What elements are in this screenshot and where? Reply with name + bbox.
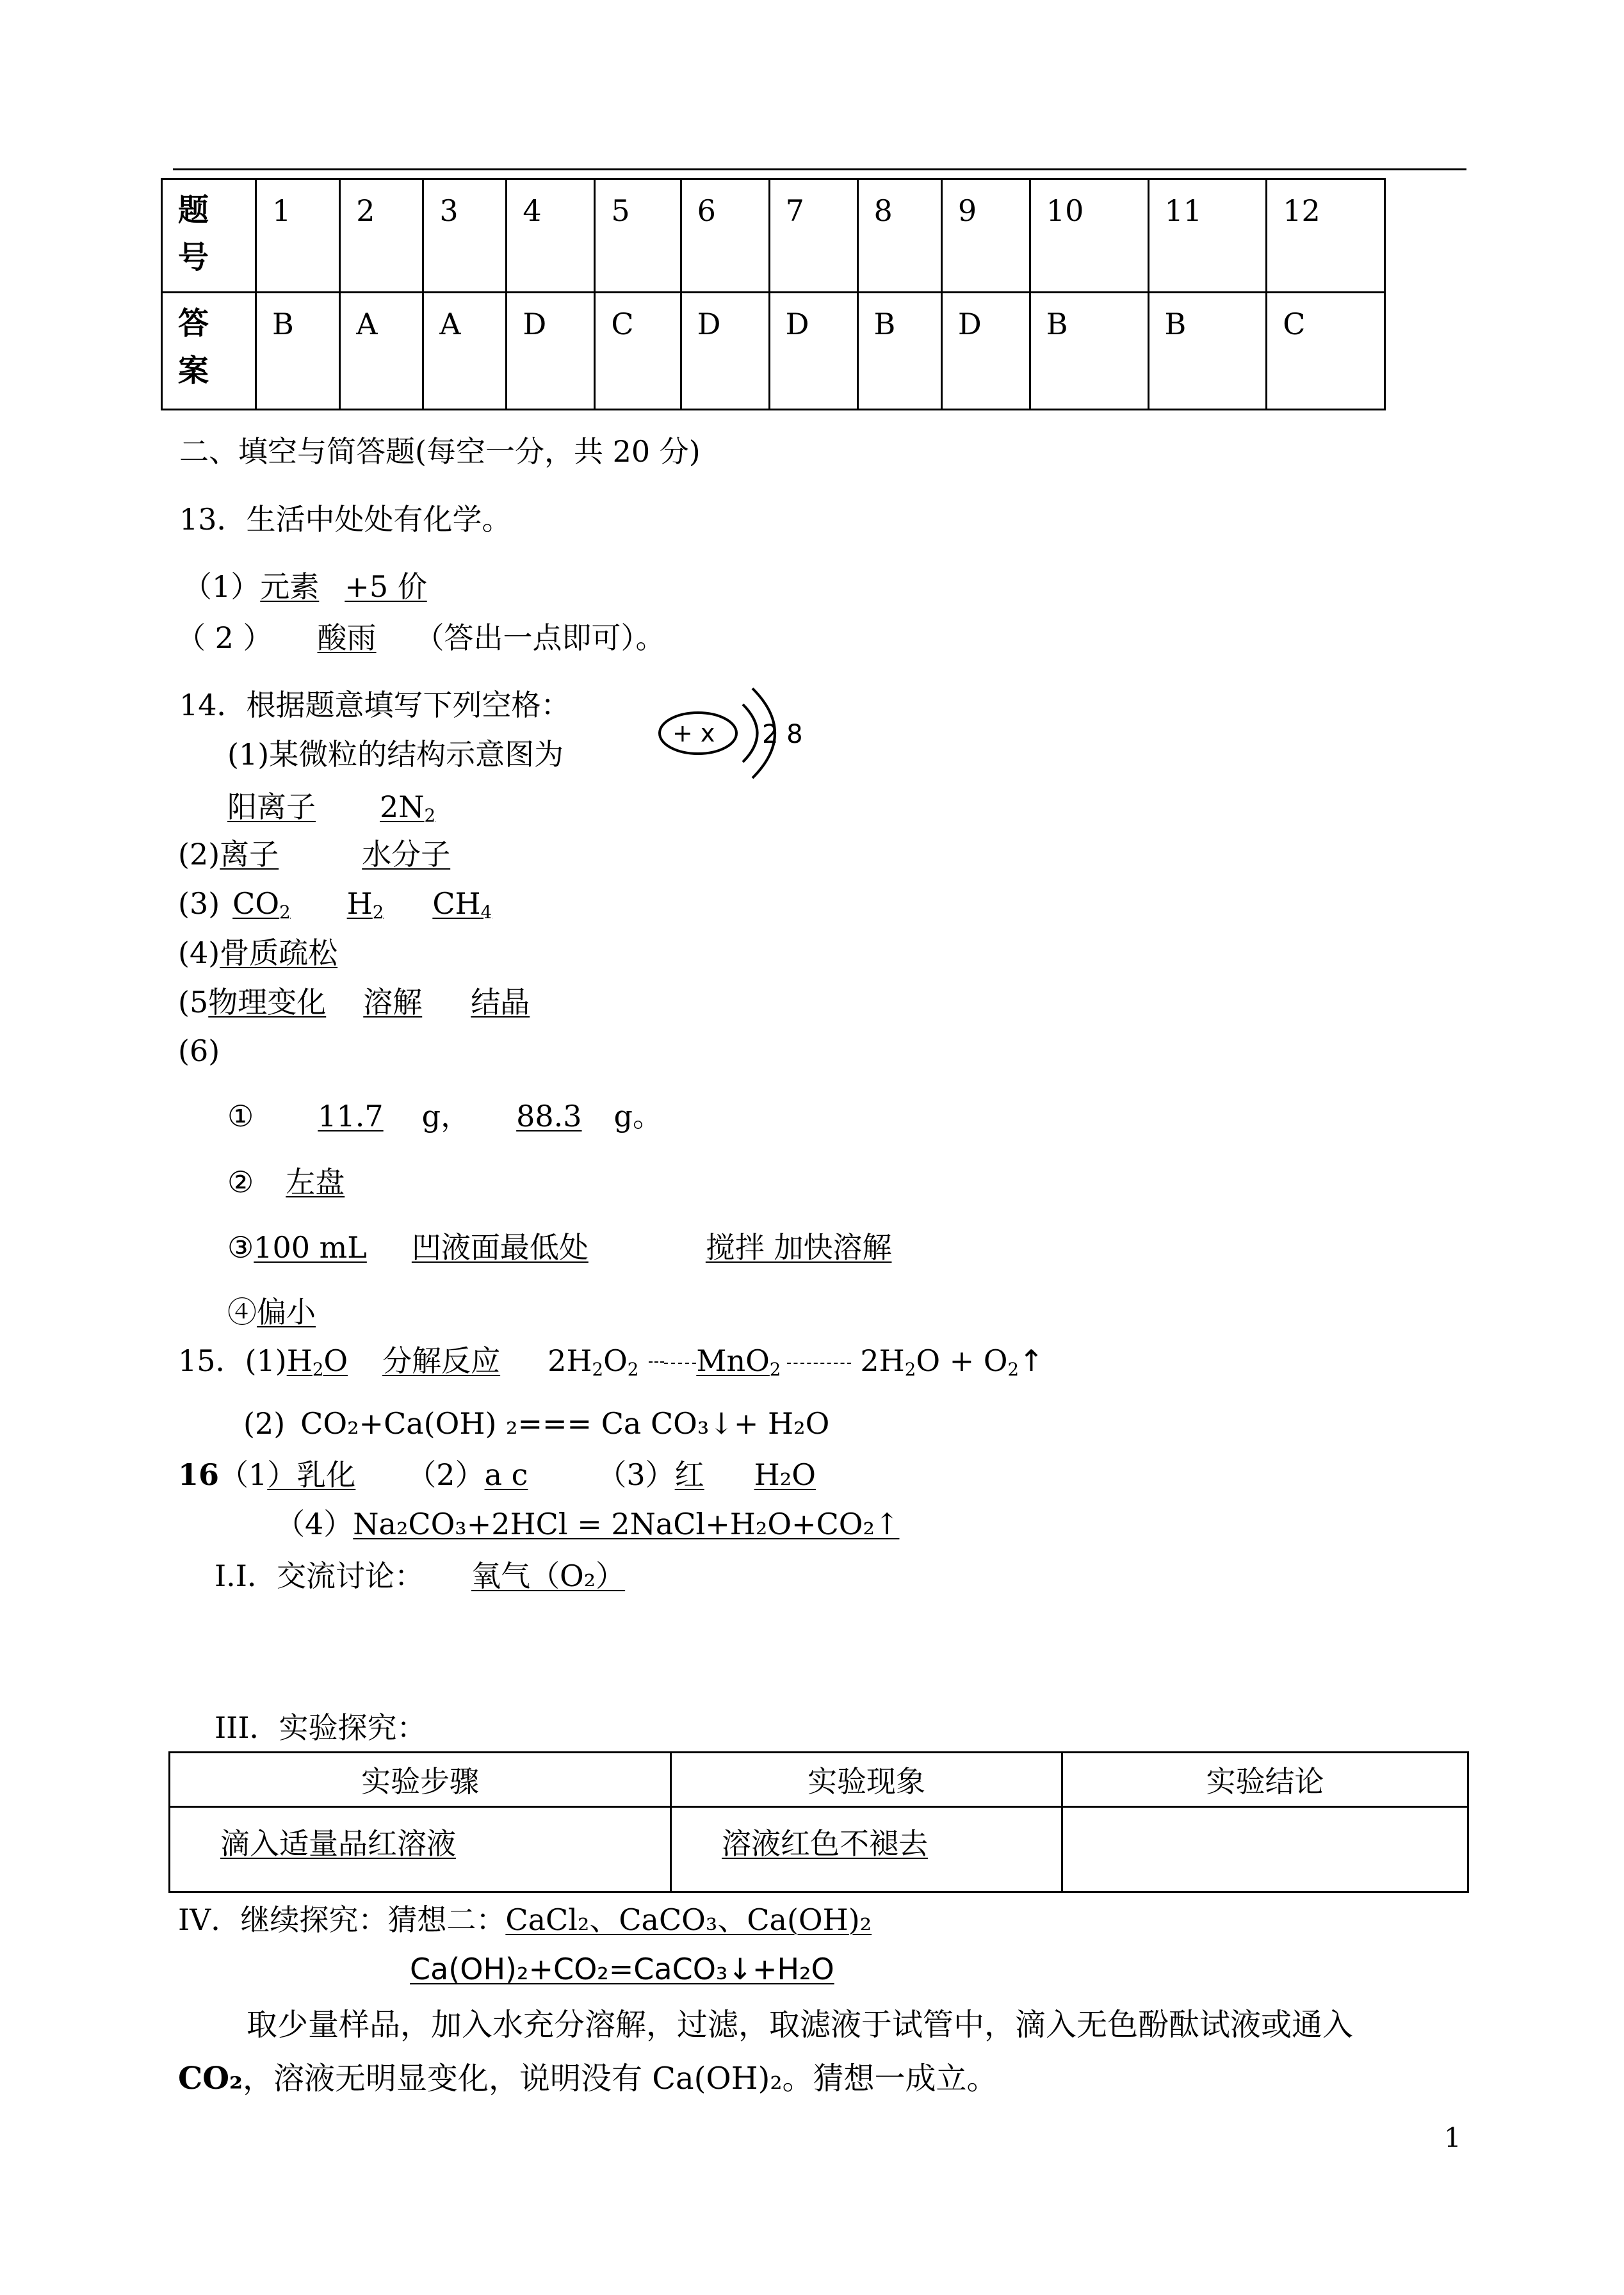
q15-answer-h2o: $H_2O$ — [286, 1343, 348, 1380]
answer-cell: D — [681, 293, 769, 410]
q16-paragraph-line1: 取少量样品，加入水充分溶解，过滤，取滤液于试管中，滴入无色酚酞试液或通入 — [247, 2007, 1354, 2043]
answer-cell: B — [1148, 293, 1267, 410]
q14-line3 — [178, 886, 492, 923]
number-cell: 10 — [1030, 179, 1148, 293]
experiment-table — [168, 1751, 1469, 1893]
q16-answer-oxygen: 氧气（O₂） — [471, 1559, 626, 1593]
q16-number: 16 — [178, 1457, 220, 1492]
q16-continue-equation — [410, 1954, 834, 1984]
q14-answer-co2: $CO_2$ — [232, 886, 291, 923]
q14-line2 — [178, 837, 469, 872]
q14-line4 — [178, 938, 350, 968]
q16-line4 — [275, 1509, 899, 1539]
q14-answer-meniscus: 凹液面最低处 — [411, 1230, 589, 1265]
q14-l6-prefix: (6) — [178, 1034, 220, 1068]
q15-line2 — [243, 1406, 830, 1441]
q14-line5 — [178, 987, 530, 1017]
q14-answer-volume: 100 mL — [254, 1230, 367, 1265]
q15-line1 — [178, 1343, 1044, 1380]
answer-cell: B — [857, 293, 941, 410]
gas-arrow-icon: ↑ — [1019, 1343, 1044, 1378]
q15-l1-prefix: 15．(1) — [178, 1343, 287, 1378]
answer-cell: D — [941, 293, 1030, 410]
q16-paragraph-rest: ，溶液无明显变化，说明没有 Ca(OH)₂。猜想一成立。 — [243, 2061, 998, 2096]
number-cell: 6 — [681, 179, 769, 293]
number-cell: 2 — [340, 179, 423, 293]
q13-l2-suffix: （答出一点即可）。 — [414, 620, 665, 655]
q16-p2: （2） — [407, 1457, 485, 1492]
q16-continue-prefix: IV．继续探究：猜想二： — [178, 1902, 506, 1937]
q14-s3-prefix: ③ — [227, 1230, 254, 1265]
q15-equation-2: CO₂+Ca(OH) ₂=== Ca CO₃↓+ H₂O — [300, 1406, 830, 1441]
q14-sub1: (1)某微粒的结构示意图为 — [227, 737, 564, 772]
q15-l2-prefix: (2) — [243, 1406, 286, 1441]
q14-sub6-3 — [227, 1230, 987, 1265]
q14-answer-ch4: $CH_4$ — [432, 886, 492, 923]
cell-step: 滴入适量品红溶液 — [170, 1807, 671, 1892]
number-cell: 5 — [595, 179, 681, 293]
q14-s4-prefix: ④ — [227, 1295, 257, 1329]
experiment-table-row — [170, 1807, 1468, 1892]
number-cell: 12 — [1267, 179, 1385, 293]
q14-answer-water-molecule: 水分子 — [362, 837, 451, 872]
q13-line2 — [176, 620, 665, 655]
electron-shell-1 — [743, 704, 758, 762]
q13-answer-element: 元素 — [260, 569, 320, 604]
q16-answer-emulsify: ）乳化 — [267, 1457, 356, 1492]
q14-l3-prefix: (3) — [178, 886, 220, 921]
shell-electron-counts: 2 8 — [762, 720, 803, 749]
col-header-phenomena: 实验现象 — [671, 1753, 1062, 1807]
header-rule — [173, 168, 1466, 170]
q16-answer-ac: a c — [484, 1457, 528, 1492]
q14-s1-unit-a: g， — [421, 1099, 471, 1133]
q15-catalyst: MnO — [696, 1343, 770, 1378]
q13-answer-acid-rain: 酸雨 — [317, 620, 377, 655]
number-cell: 11 — [1148, 179, 1267, 293]
answer-cell: B — [1030, 293, 1148, 410]
q16-continue — [178, 1902, 872, 1937]
number-cell: 8 — [857, 179, 941, 293]
q14-sub6-2 — [227, 1167, 345, 1197]
row-header-number: 题 号 — [162, 179, 256, 293]
cell-phenomenon: 溶液红色不褪去 — [671, 1807, 1062, 1892]
atom-structure-diagram — [647, 676, 839, 784]
q13-line1 — [183, 569, 427, 604]
q14-answer-smaller: 偏小 — [257, 1295, 316, 1329]
experiment-table-header — [170, 1753, 1468, 1807]
q14-s1-unit-b: g。 — [613, 1099, 662, 1133]
answer-cell: C — [1267, 293, 1385, 410]
section-title: 二、填空与简答题(每空一分，共 20 分) — [179, 434, 701, 469]
q15-equation-1: $2H_2O_2$ MnO$_2$ $2H_2O$ + $O_2↑$ — [548, 1343, 1044, 1380]
answer-table — [161, 178, 1386, 410]
q14-answer-h2: $H_2$ — [346, 886, 384, 923]
q13-l2-prefix: （ 2 ） — [176, 620, 273, 655]
number-cell: 9 — [941, 179, 1030, 293]
q13-title: 13．生活中处处有化学。 — [179, 502, 512, 537]
q14-answer-2n2: $2N_2$ — [380, 790, 436, 826]
answer-cell: C — [595, 293, 681, 410]
q16-exp-title: III．实验探究： — [215, 1710, 426, 1745]
q16-paragraph-line2 — [178, 2063, 998, 2094]
q14-title: 14．根据题意填写下列空格： — [179, 688, 571, 722]
q16-answer-red: 红 — [674, 1457, 704, 1492]
q14-answer-stir: 搅拌 加快溶解 — [705, 1230, 892, 1265]
q14-answer-crystallize: 结晶 — [471, 985, 530, 1019]
q14-s1-prefix: ① — [227, 1099, 254, 1133]
q13-answer-valence: +5 价 — [345, 569, 427, 604]
q14-s2-prefix: ② — [227, 1165, 254, 1199]
answer-table-answer-row — [162, 293, 1385, 410]
q16-p1: （1 — [219, 1457, 268, 1492]
q14-answer-dissolve: 溶解 — [363, 985, 423, 1019]
q15-answer-decomposition: 分解反应 — [382, 1343, 501, 1378]
page-number: 1 — [1444, 2122, 1461, 2153]
q14-line1 — [227, 790, 448, 826]
q14-answer-mass-2: 88.3 — [516, 1099, 582, 1133]
q14-l4-prefix: (4) — [178, 936, 220, 970]
answer-cell: D — [769, 293, 857, 410]
q14-answer-ion: 离子 — [220, 837, 279, 872]
q14-answer-osteoporosis: 骨质疏松 — [220, 936, 338, 970]
number-cell: 7 — [769, 179, 857, 293]
q16-answer-equation-2: Ca(OH)₂+CO₂=CaCO₃↓+H₂O — [410, 1952, 834, 1986]
q14-l2-prefix: (2) — [178, 837, 220, 872]
answer-cell: A — [423, 293, 507, 410]
q16-answer-h2o: H₂O — [754, 1457, 816, 1492]
col-header-conclusion: 实验结论 — [1062, 1753, 1468, 1807]
q16-p4: （4） — [275, 1507, 353, 1541]
q16-p3: （3） — [597, 1457, 675, 1492]
answer-cell: B — [256, 293, 340, 410]
number-cell: 4 — [507, 179, 595, 293]
q14-answer-left-pan: 左盘 — [286, 1165, 345, 1199]
answer-cell: A — [340, 293, 423, 410]
q14-answer-mass-1: 11.7 — [318, 1099, 384, 1133]
q16-answer-hypothesis-2: CaCl₂、CaCO₃、Ca(OH)₂ — [505, 1902, 872, 1937]
q14-l5-prefix: (5 — [178, 985, 209, 1019]
row-header-answer: 答 案 — [162, 293, 256, 410]
q13-l1-prefix: （1） — [183, 569, 261, 604]
nucleus-label: + x — [672, 719, 715, 747]
q16-discussion — [215, 1561, 625, 1591]
q16-paragraph-co2: CO₂ — [178, 2061, 243, 2096]
answer-cell: D — [507, 293, 595, 410]
q14-answer-cation: 阳离子 — [227, 790, 316, 824]
answer-table-number-row — [162, 179, 1385, 293]
q16-line1 — [178, 1457, 816, 1492]
q14-answer-physical-change: 物理变化 — [208, 985, 327, 1019]
number-cell: 3 — [423, 179, 507, 293]
q14-sub6-1 — [227, 1101, 662, 1131]
q14-sub6-4 — [227, 1297, 316, 1327]
cell-conclusion — [1062, 1807, 1468, 1892]
q16-discussion-prefix: I.I．交流讨论： — [215, 1559, 424, 1593]
q16-answer-equation: Na₂CO₃+2HCl = 2NaCl+H₂O+CO₂↑ — [353, 1507, 900, 1541]
number-cell: 1 — [256, 179, 340, 293]
col-header-steps: 实验步骤 — [170, 1753, 671, 1807]
